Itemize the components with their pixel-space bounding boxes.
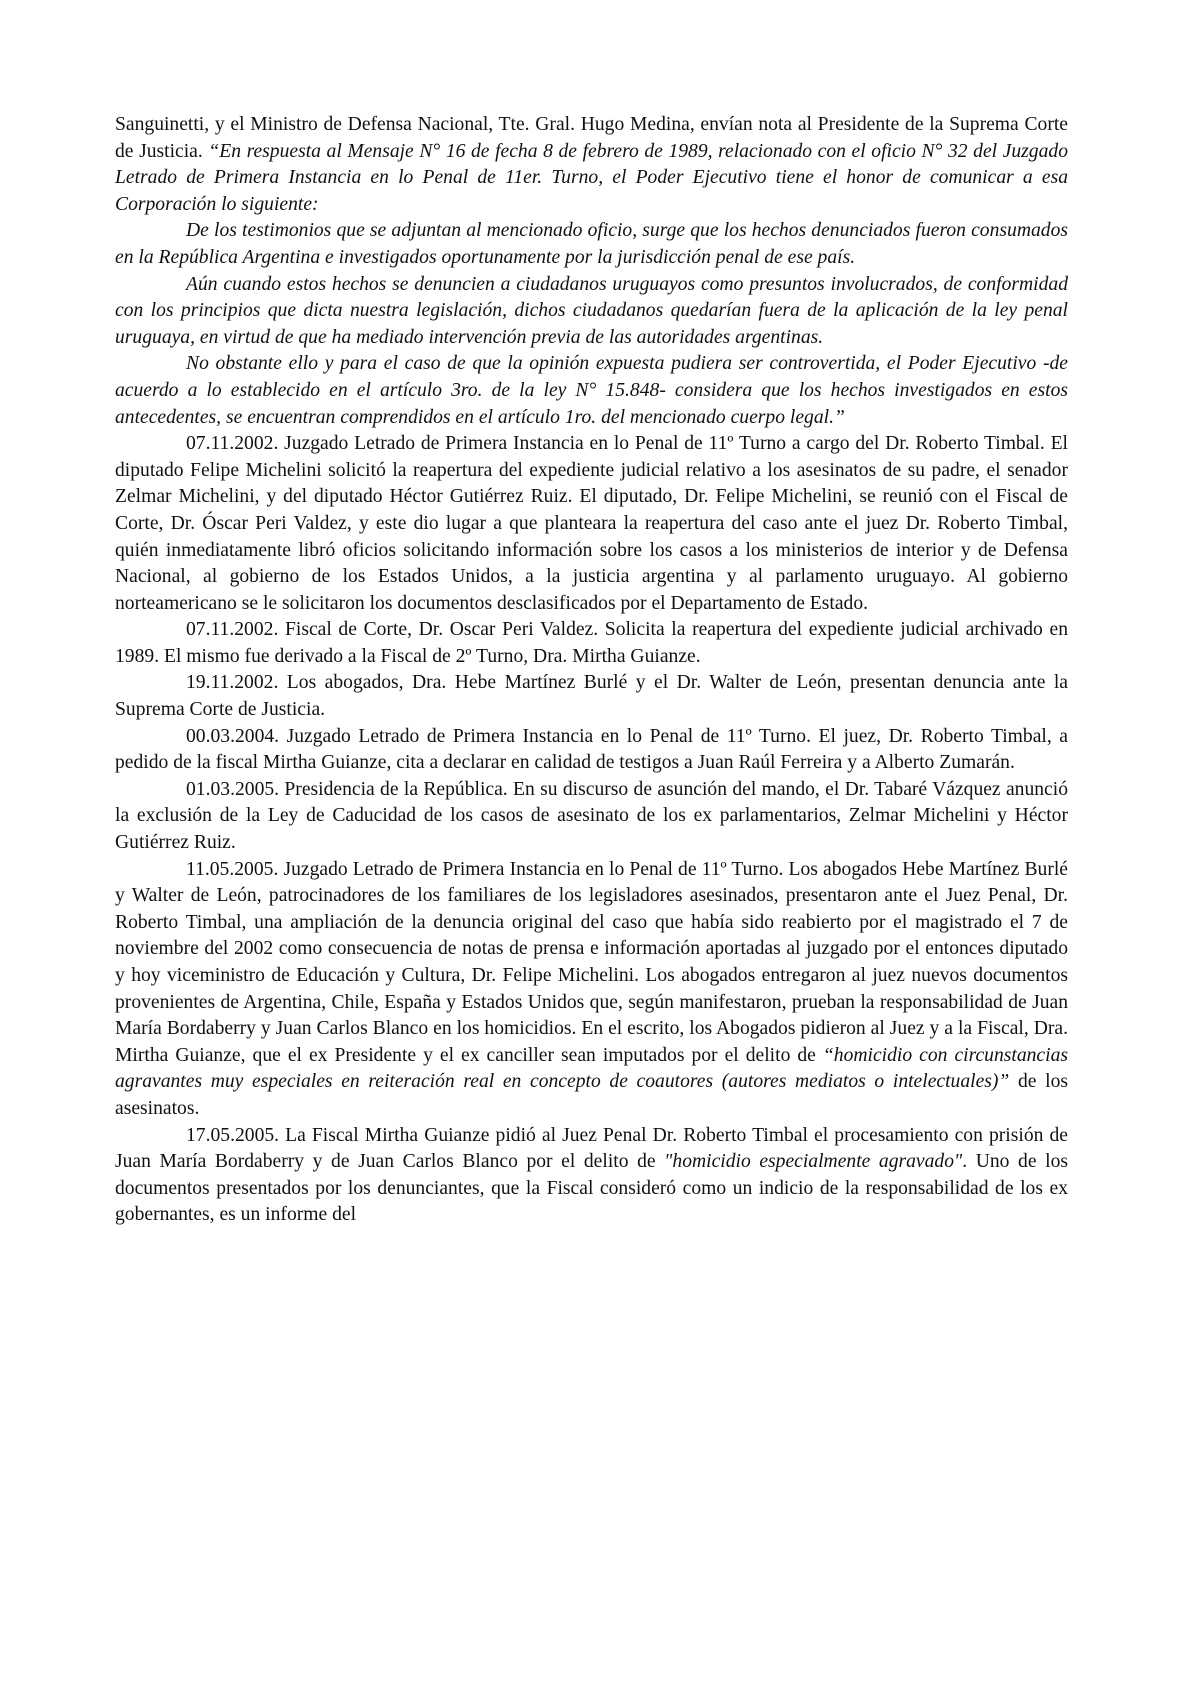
paragraph-quote-conclusion (115, 351, 1068, 431)
document-page (115, 112, 1068, 1229)
paragraph-entry-2002-11-07-court (115, 431, 1068, 617)
quoted-text: “homicidio con circunstancias agravantes muy especiales en reiteración real en concepto de coautores (autores mediatos o intelectuales)” (115, 1044, 1068, 1093)
paragraph-quote-testimonies (115, 218, 1068, 271)
paragraph-ministerial-note (115, 112, 1068, 218)
paragraph-entry-2005-03-01 (115, 777, 1068, 857)
quoted-text: “En respuesta al Mensaje N° 16 de fecha 8 de febrero de 1989, relacionado con el oficio N° 32 del Juzgado Letrado de Primera Instancia en lo Penal de 11er. Turno, el Poder Ejecutivo tiene el honor de comunicar a esa Corporación lo siguiente: (115, 140, 1068, 215)
paragraph-quote-jurisdiction (115, 272, 1068, 352)
quoted-text: "homicidio especialmente agravado" (664, 1151, 963, 1173)
paragraph-entry-2005-05-17 (115, 1123, 1068, 1229)
paragraph-text: 07.11.2002. Fiscal de Corte, Dr. Oscar Peri Valdez. Solicita la reapertura del expediente judicial archivado en 1989. El mismo fue derivado a la Fiscal de 2º Turno, Dra. Mirtha Guianze. (115, 619, 1068, 667)
quoted-text: Aún cuando estos hechos se denuncien a ciudadanos uruguayos como presuntos involucrados, de conformidad con los principios que dicta nuestra legislación, dichos ciudadanos quedarían fuera de la aplicación de la ley penal uruguaya, en virtud de que ha mediado intervención previa de las autoridades argentinas. (115, 273, 1068, 348)
quoted-text: No obstante ello y para el caso de que la opinión expuesta pudiera ser controvertida, el Poder Ejecutivo -de acuerdo a lo establecido en el artículo 3ro. de la ley N° 15.848- considera que los hechos investigados en estos antecedentes, se encuentran comprendidos en el artículo 1ro. del mencionado cuerpo legal.” (115, 353, 1068, 428)
paragraph-entry-2002-11-07-prosecutor (115, 617, 1068, 670)
paragraph-text: 17.05.2005. La Fiscal Mirtha Guianze pidió al Juez Penal Dr. Roberto Timbal el procesamiento con prisión de Juan María Bordaberry y de Juan Carlos Blanco por el delito de (115, 1124, 1068, 1173)
quoted-text: De los testimonios que se adjuntan al mencionado oficio, surge que los hechos denunciados fueron consumados en la República Argentina e investigados oportunamente por la jurisdicción penal de ese país. (115, 220, 1068, 268)
paragraph-text: de los asesinatos. (115, 1071, 1069, 1119)
paragraph-text: 19.11.2002. Los abogados, Dra. Hebe Martínez Burlé y el Dr. Walter de León, presentan denuncia ante la Suprema Corte de Justicia. (115, 672, 1068, 721)
paragraph-entry-2004-03-00 (115, 724, 1068, 777)
paragraph-text: 01.03.2005. Presidencia de la República. En su discurso de asunción del mando, el Dr. Tabaré Vázquez anunció la exclusión de la Ley de Caducidad de los casos de asesinato de los ex parlamentarios, Zelmar Michelini y Héctor Gutiérrez Ruiz. (115, 778, 1068, 854)
paragraph-text: Sanguinetti, y el Ministro de Defensa Nacional, Tte. Gral. Hugo Medina, envían nota al Presidente de la Suprema Corte de Justicia. (115, 114, 1068, 162)
paragraph-text: 11.05.2005. Juzgado Letrado de Primera Instancia en lo Penal de 11º Turno. Los abogados Hebe Martínez Burlé y Walter de León, patrocinadores de los familiares de los legisladores asesinados, presentaron ante el Juez Penal, Dr. Roberto Timbal, una ampliación de la denuncia original del caso que había sido reabierto por el magistrado el 7 de noviembre del 2002 como consecuencia de notas de prensa e información aportadas al juzgado por el entonces diputado y hoy viceministro de Educación y Cultura, Dr. Felipe Michelini. Los abogados entregaron al juez nuevos documentos provenientes de Argentina, Chile, España y Estados Unidos que, según manifestaron, prueban la responsabilidad de Juan María Bordaberry y Juan Carlos Blanco en los homicidios. En el escrito, los Abogados pidieron al Juez y a la Fiscal, Dra. Mirtha Guianze, que el ex Presidente y el ex canciller sean imputados por el delito de (115, 858, 1068, 1066)
paragraph-text: 00.03.2004. Juzgado Letrado de Primera Instancia en lo Penal de 11º Turno. El juez, Dr. Roberto Timbal, a pedido de la fiscal Mirtha Guianze, cita a declarar en calidad de testigos a Juan Raúl Ferreira y a Alberto Zumarán. (115, 725, 1068, 774)
paragraph-text: 07.11.2002. Juzgado Letrado de Primera Instancia en lo Penal de 11º Turno a cargo del Dr. Roberto Timbal. El diputado Felipe Michelini solicitó la reapertura del expediente judicial relativo a los asesinatos de su padre, el senador Zelmar Michelini, y del diputado Héctor Gutiérrez Ruiz. El diputado, Dr. Felipe Michelini, se reunió con el Fiscal de Corte, Dr. Óscar Peri Valdez, y este dio lugar a que planteara la reapertura del caso ante el juez Dr. Roberto Timbal, quién inmediatamente libró oficios solicitando información sobre los casos a los ministerios de interior y de Defensa Nacional, al gobierno de los Estados Unidos, a la justicia argentina y al parlamento uruguayo. Al gobierno norteamericano se le solicitaron los documentos desclasificados por el Departamento de Estado. (115, 433, 1068, 614)
paragraph-entry-2002-11-19 (115, 670, 1068, 723)
paragraph-entry-2005-05-11 (115, 857, 1068, 1123)
paragraph-text: . Uno de los documentos presentados por los denunciantes, que la Fiscal consideró como un indicio de la responsabilidad de los ex gobernantes, es un informe del (115, 1151, 1069, 1226)
